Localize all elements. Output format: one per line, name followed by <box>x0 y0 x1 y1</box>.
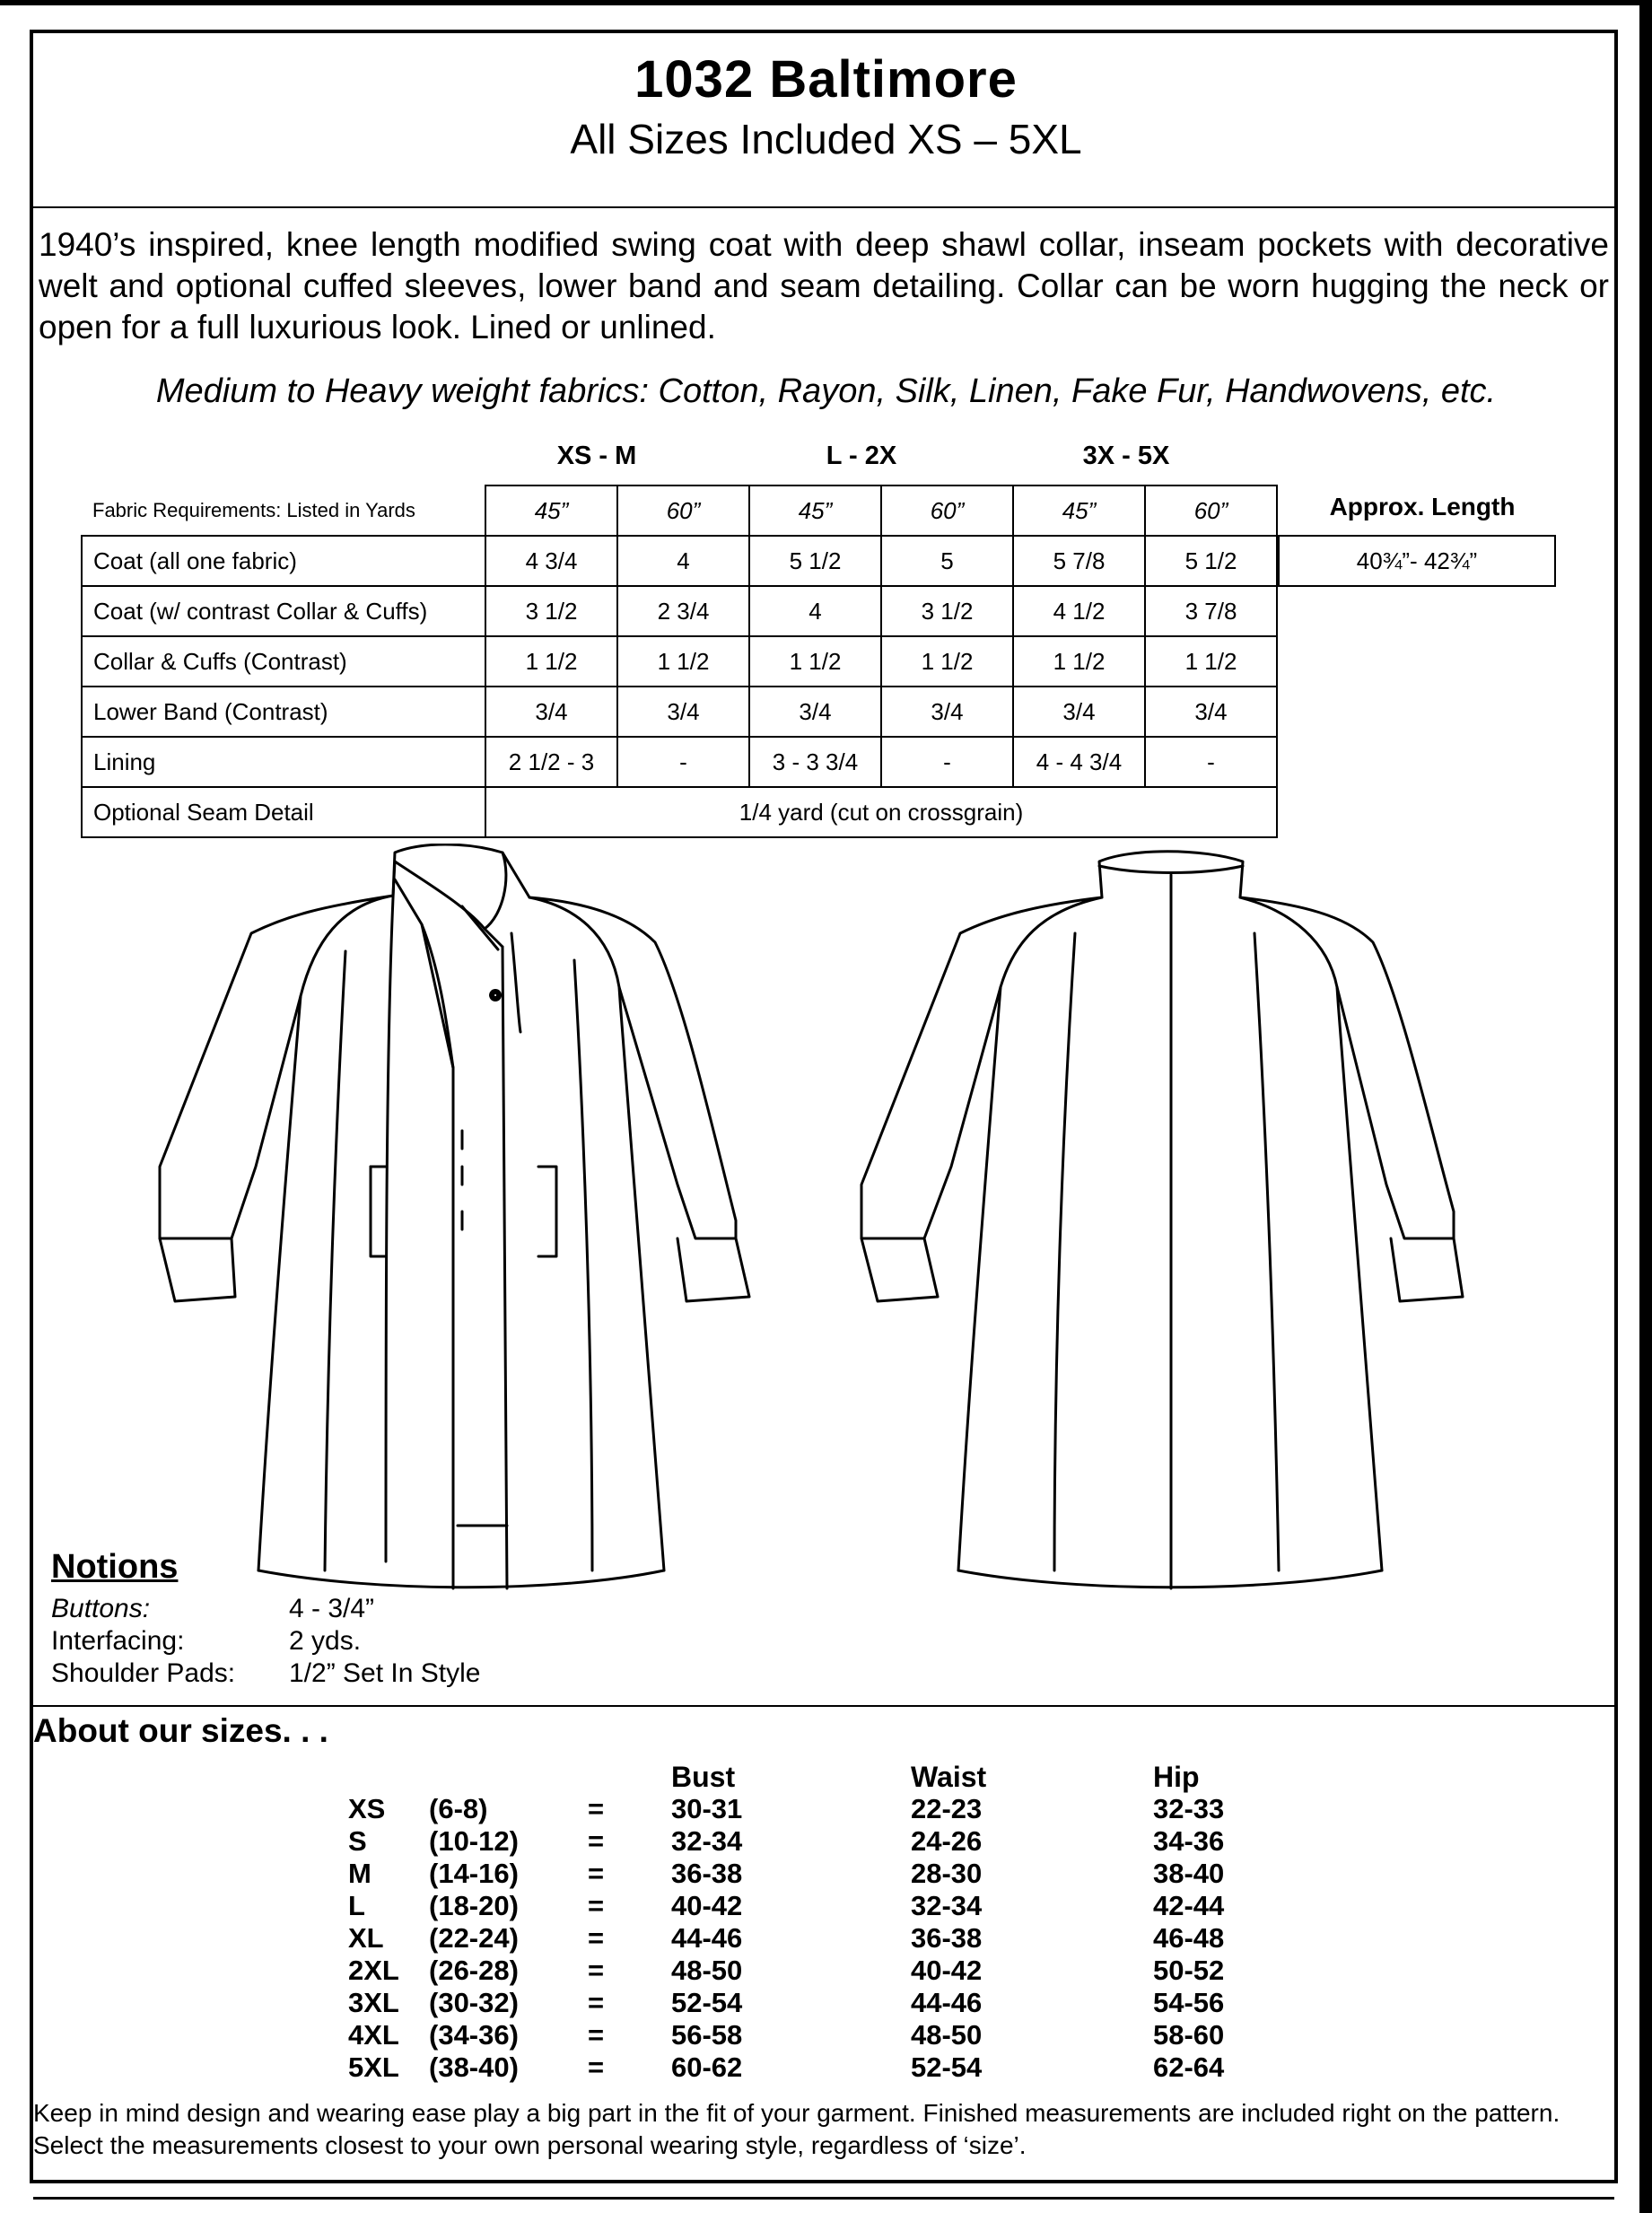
row-label: Lower Band (Contrast) <box>82 687 485 737</box>
size-code: XL <box>348 1922 384 1954</box>
hip-value: 54-56 <box>1153 1987 1225 2018</box>
equals-sign: = <box>588 1858 605 1889</box>
pattern-title: 1032 Baltimore <box>634 50 1018 109</box>
pattern-description: 1940’s inspired, knee length modified swing coat with deep shawl collar, inseam pockets with decorative welt and optional cuffed sleeves, lower band and seam detailing. Collar can be worn hugging the neck or open for a full luxurious look. Lined or unlined. <box>39 226 1609 346</box>
row-label: Optional Seam Detail <box>82 787 485 837</box>
table-cell: 3 1/2 <box>881 586 1013 636</box>
size-group-l-2x: L - 2X <box>826 442 897 470</box>
equals-sign: = <box>588 1890 605 1921</box>
table-cell: 3/4 <box>1145 687 1277 737</box>
hip-header: Hip <box>1153 1761 1200 1793</box>
top-edge-bar <box>0 0 1652 5</box>
table-cell: 3/4 <box>881 687 1013 737</box>
width-cell: 45” <box>485 485 617 536</box>
table-cell: 4 3/4 <box>485 536 617 586</box>
table-cell: 3/4 <box>617 687 749 737</box>
hip-value: 42-44 <box>1153 1890 1225 1921</box>
waist-value: 40-42 <box>911 1955 983 1986</box>
size-range: (18-20) <box>429 1890 519 1921</box>
waist-value: 28-30 <box>911 1858 983 1889</box>
table-cell: 2 1/2 - 3 <box>485 737 617 787</box>
table-cell: 3/4 <box>749 687 881 737</box>
table-cell: 3/4 <box>1013 687 1145 737</box>
notion-key: Buttons: <box>51 1594 151 1623</box>
hip-value: 50-52 <box>1153 1955 1225 1986</box>
table-row <box>82 687 1277 737</box>
table-cell: 1 1/2 <box>881 636 1013 687</box>
bust-value: 48-50 <box>671 1955 743 1986</box>
table-cell: 1 1/2 <box>617 636 749 687</box>
table-cell: 3 1/2 <box>485 586 617 636</box>
table-cell: 4 1/2 <box>1013 586 1145 636</box>
table-row <box>82 536 1277 586</box>
sizes-divider <box>33 1705 1614 1707</box>
waist-value: 44-46 <box>911 1987 983 2018</box>
equals-sign: = <box>588 1922 605 1954</box>
table-cell: 5 1/2 <box>1145 536 1277 586</box>
size-range: (34-36) <box>429 2019 519 2051</box>
bust-value: 40-42 <box>671 1890 743 1921</box>
table-cell: 1/4 yard (cut on crossgrain) <box>485 787 1277 837</box>
table-cell: 5 1/2 <box>749 536 881 586</box>
row-label: Coat (w/ contrast Collar & Cuffs) <box>82 586 485 636</box>
hip-value: 38-40 <box>1153 1858 1225 1889</box>
table-cell: 1 1/2 <box>485 636 617 687</box>
about-sizes-title: About our sizes. . . <box>33 1712 328 1749</box>
bust-header: Bust <box>671 1761 736 1793</box>
approx-length-label: Approx. Length <box>1329 493 1516 520</box>
size-code: M <box>348 1858 371 1889</box>
table-cell: 5 <box>881 536 1013 586</box>
size-range: (30-32) <box>429 1987 519 2018</box>
notion-value: 2 yds. <box>289 1626 362 1656</box>
notions-title: Notions <box>51 1548 179 1586</box>
table-cell: 3 - 3 3/4 <box>749 737 881 787</box>
table-cell: 3 7/8 <box>1145 586 1277 636</box>
waist-value: 32-34 <box>911 1890 983 1921</box>
notion-value: 1/2” Set In Style <box>289 1658 481 1688</box>
size-range: (26-28) <box>429 1955 519 1986</box>
width-cell: 60” <box>617 485 749 536</box>
bottom-divider <box>33 2197 1614 2200</box>
size-range: (22-24) <box>429 1922 519 1954</box>
bust-value: 30-31 <box>671 1793 743 1824</box>
bust-value: 60-62 <box>671 2051 743 2083</box>
table-cell: - <box>617 737 749 787</box>
bust-value: 32-34 <box>671 1825 743 1857</box>
table-header-row <box>82 485 1277 536</box>
hip-value: 62-64 <box>1153 2051 1225 2083</box>
fabric-suggestions: Medium to Heavy weight fabrics: Cotton, Rayon, Silk, Linen, Fake Fur, Handwovens, etc. <box>155 372 1497 410</box>
table-row <box>82 737 1277 787</box>
width-cell: 45” <box>1013 485 1145 536</box>
equals-sign: = <box>588 1793 605 1824</box>
coat-technical-drawing <box>0 844 1652 1606</box>
size-code: 3XL <box>348 1987 399 2018</box>
hip-value: 58-60 <box>1153 2019 1225 2051</box>
coat-front-drawing <box>160 844 749 1588</box>
notion-key: Interfacing: <box>51 1626 185 1656</box>
size-code: S <box>348 1825 367 1857</box>
approx-length-value: 40¾”- 42¾” <box>1278 535 1556 587</box>
size-range: (38-40) <box>429 2051 519 2083</box>
bust-value: 36-38 <box>671 1858 743 1889</box>
equals-sign: = <box>588 1955 605 1986</box>
waist-value: 22-23 <box>911 1793 983 1824</box>
waist-value: 24-26 <box>911 1825 983 1857</box>
fabric-requirements-table <box>81 485 1278 838</box>
hip-value: 46-48 <box>1153 1922 1225 1954</box>
equals-sign: = <box>588 2051 605 2083</box>
table-cell: - <box>1145 737 1277 787</box>
table-cell: 4 <box>749 586 881 636</box>
table-cell: 4 - 4 3/4 <box>1013 737 1145 787</box>
table-row <box>82 586 1277 636</box>
equals-sign: = <box>588 1825 605 1857</box>
size-code: L <box>348 1890 365 1921</box>
notion-key: Shoulder Pads: <box>51 1658 236 1688</box>
table-cell: 1 1/2 <box>749 636 881 687</box>
width-cell: 60” <box>881 485 1013 536</box>
width-cell: 60” <box>1145 485 1277 536</box>
header-divider <box>33 206 1614 208</box>
row-label: Lining <box>82 737 485 787</box>
size-range: (14-16) <box>429 1858 519 1889</box>
waist-value: 48-50 <box>911 2019 983 2051</box>
table-row <box>82 636 1277 687</box>
table-row <box>82 787 1277 837</box>
equals-sign: = <box>588 1987 605 2018</box>
notion-interfacing <box>51 1626 361 1657</box>
requirements-label: Fabric Requirements: Listed in Yards <box>82 485 485 536</box>
pattern-subtitle: All Sizes Included XS – 5XL <box>570 116 1082 162</box>
bust-value: 56-58 <box>671 2019 743 2051</box>
equals-sign: = <box>588 2019 605 2051</box>
size-group-xs-m: XS - M <box>556 442 637 470</box>
coat-back-drawing <box>861 852 1463 1588</box>
waist-value: 36-38 <box>911 1922 983 1954</box>
notion-shoulder-pads <box>51 1658 480 1689</box>
sizing-footnote: Keep in mind design and wearing ease play a big part in the fit of your garment. Finished measurements are included right on the pattern. Select the measurements closest to your own personal wearing style, regardless of ‘size’. <box>33 2099 1560 2159</box>
size-code: 2XL <box>348 1955 399 1986</box>
bust-value: 44-46 <box>671 1922 743 1954</box>
row-label: Coat (all one fabric) <box>82 536 485 586</box>
size-code: 4XL <box>348 2019 399 2051</box>
size-range: (6-8) <box>429 1793 488 1824</box>
bust-value: 52-54 <box>671 1987 743 2018</box>
table-cell: 5 7/8 <box>1013 536 1145 586</box>
hip-value: 34-36 <box>1153 1825 1225 1857</box>
row-label: Collar & Cuffs (Contrast) <box>82 636 485 687</box>
table-cell: 3/4 <box>485 687 617 737</box>
size-group-3x-5x: 3X - 5X <box>1082 442 1170 470</box>
notion-value: 4 - 3/4” <box>289 1594 375 1623</box>
waist-header: Waist <box>911 1761 987 1793</box>
table-cell: 1 1/2 <box>1013 636 1145 687</box>
table-cell: 1 1/2 <box>1145 636 1277 687</box>
table-cell: - <box>881 737 1013 787</box>
waist-value: 52-54 <box>911 2051 983 2083</box>
size-code: 5XL <box>348 2051 399 2083</box>
size-code: XS <box>348 1793 386 1824</box>
width-cell: 45” <box>749 485 881 536</box>
size-range: (10-12) <box>429 1825 519 1857</box>
notion-buttons <box>51 1594 374 1624</box>
hip-value: 32-33 <box>1153 1793 1225 1824</box>
table-cell: 4 <box>617 536 749 586</box>
table-cell: 2 3/4 <box>617 586 749 636</box>
